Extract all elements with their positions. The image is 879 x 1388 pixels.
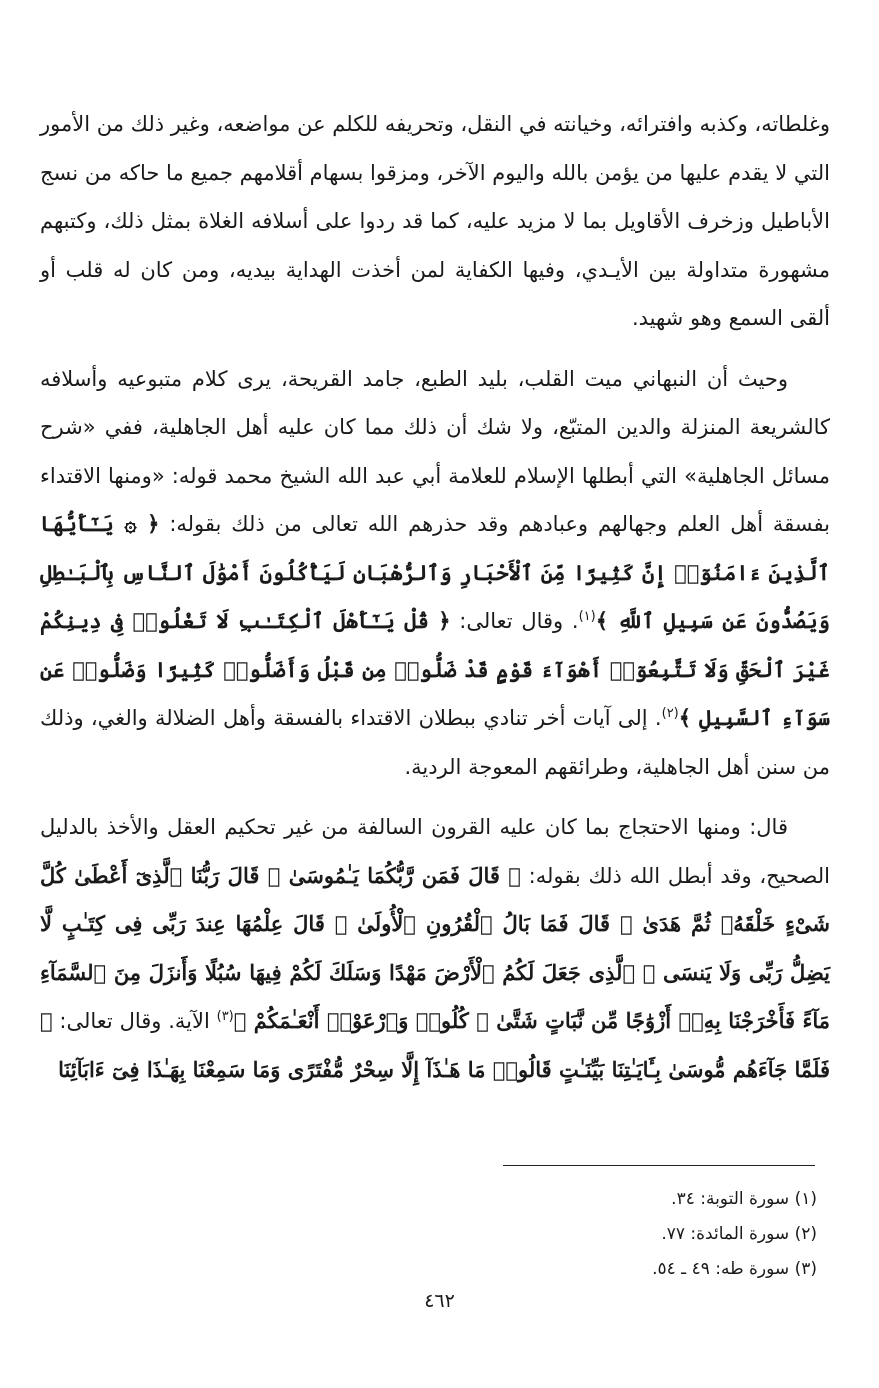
paragraph-3-text-a: قال: ومنها الاحتجاج بما كان عليه القرون السالفة من غير تحكيم العقل والأخذ بالدليل الصحيح، وقد أبطل الله ذلك بقوله: [40,815,830,888]
footnotes [397,1182,817,1287]
footnote-2-number: (٢) [794,1224,817,1244]
footnote-1-number: (١) [794,1189,817,1209]
paragraph-2-text-c: . إلى آيات أخر تنادي ببطلان الاقتداء بالفسقة وأهل الضلالة والغي، وذلك من سنن أهل الجاهلية، وطرائقهم المعوجة الردية. [40,706,830,779]
paragraph-1 [40,100,830,343]
footnote-3 [397,1252,817,1287]
quran-verse-tawbah: ﴿ ۞ يَـٰٓأَيُّهَا ٱلَّذِينَ ءَامَنُوٓا۟ إِنَّ كَثِيرًا مِّنَ ٱلْأَحْبَارِ وَٱلرُّهْبَانِ لَيَأْكُلُونَ أَمْوَٰلَ ٱلنَّاسِ بِٱلْبَـٰطِلِ وَيَصُدُّونَ عَن سَبِيلِ ٱللَّهِ ﴾ [40,511,830,633]
footnote-3-number: (٣) [794,1259,817,1279]
paragraph-3 [40,803,830,1094]
footnote-1 [397,1182,817,1217]
footnote-divider [503,1165,815,1166]
footnote-2 [397,1217,817,1252]
footnote-3-text: سورة طه: ٤٩ ـ ٥٤. [652,1259,790,1279]
footnote-1-text: سورة التوبة: ٣٤. [671,1189,790,1209]
paragraph-2-text-b: . وقال تعالى: [459,609,579,633]
paragraph-1-text: وغلطاته، وكذبه وافترائه، وخيانته في النقل، وتحريفه للكلم عن مواضعه، وغير ذلك من الأمور التي لا يقدم عليها من يؤمن بالله واليوم الآخر، ومزقوا بسهام أقلامهم جميع ما حاكه من نسج الأباطيل وزخرف الأقاويل بما لا مزيد عليه، كما قد ردوا على أسلافه الغلاة بمثل ذلك، وكتبهم مشهورة متداولة بين الأيـدي، وفيها الكفاية لمن أخذت الهداية بيديه، ومن كان له قلب أو ألقى السمع وهو شهيد. [40,112,830,330]
quran-verse-taha: ﴿ قَالَ فَمَن رَّبُّكُمَا يَـٰمُوسَىٰ ۞ قَالَ رَبُّنَا ٱلَّذِىٓ أَعْطَىٰ كُلَّ شَىْءٍ خَلْقَهُۥ ثُمَّ هَدَىٰ ۞ قَالَ فَمَا بَالُ ٱلْقُرُونِ ٱلْأُولَىٰ ۞ قَالَ عِلْمُهَا عِندَ رَبِّى فِى كِتَـٰبٍ لَّا يَضِلُّ رَبِّى وَلَا يَنسَى ۞ ٱلَّذِى جَعَلَ لَكُمُ ٱلْأَرْضَ مَهْدًا وَسَلَكَ لَكُمْ فِيهَا سُبُلًا وَأَنزَلَ مِنَ ٱلسَّمَآءِ مَآءً فَأَخْرَجْنَا بِهِۦٓ أَزْوَٰجًا مِّن نَّبَاتٍ شَتَّىٰ ۞ كُلُوا۟ وَٱرْعَوْا۟ أَنْعَـٰمَكُمْ ﴾ [40,862,830,1033]
paragraph-2 [40,355,830,792]
footnote-ref-2: (٢) [661,706,679,721]
footnote-ref-1: (١) [578,609,596,624]
paragraph-2-text-a: وحيث أن النبهاني ميت القلب، بليد الطبع، جامد القريحة، يرى كلام متبوعيه وأسلافه كالشريعة المنزلة والدين المتبّع، ولا شك أن ذلك مما كان عليه أهل الجاهلية، ففي «شرح مسائل الجاهلية» التي أبطلها الإسلام للعلامة أبي عبد الله الشيخ محمد قوله: «ومنها الاقتداء بفسقة أهل العلم وجهالهم وعبادهم وقد حذرهم الله تعالى من ذلك بقوله: [40,366,830,536]
quran-verse-maidah: ﴿ قُلْ يَـٰٓأَهْلَ ٱلْكِتَـٰبِ لَا تَغْلُوا۟ فِى دِينِكُمْ غَيْرَ ٱلْحَقِّ وَلَا تَتَّبِعُوٓا۟ أَهْوَآءَ قَوْمٍ قَدْ ضَلُّوا۟ مِن قَبْلُ وَأَضَلُّوا۟ كَثِيرًا وَضَلُّوا۟ عَن سَوَآءِ ٱلسَّبِيلِ ﴾ [40,608,831,730]
page-body [40,100,830,1094]
paragraph-3-text-b: الآية. وقال تعالى: [59,1009,217,1033]
footnote-2-text: سورة المائدة: ٧٧. [661,1224,790,1244]
page-number: ٤٦٢ [424,1290,455,1312]
quran-verse-qasas: ﴿ فَلَمَّا جَآءَهُم مُّوسَىٰ بِـَٔايَـٰتِنَا بَيِّنَـٰتٍ قَالُوا۟ مَا هَـٰذَآ إِلَّا سِحْرٌ مُّفْتَرًى وَمَا سَمِعْنَا بِهَـٰذَا فِىٓ ءَابَآئِنَا [40,1008,830,1082]
footnote-ref-3: (٣) [216,1009,234,1024]
